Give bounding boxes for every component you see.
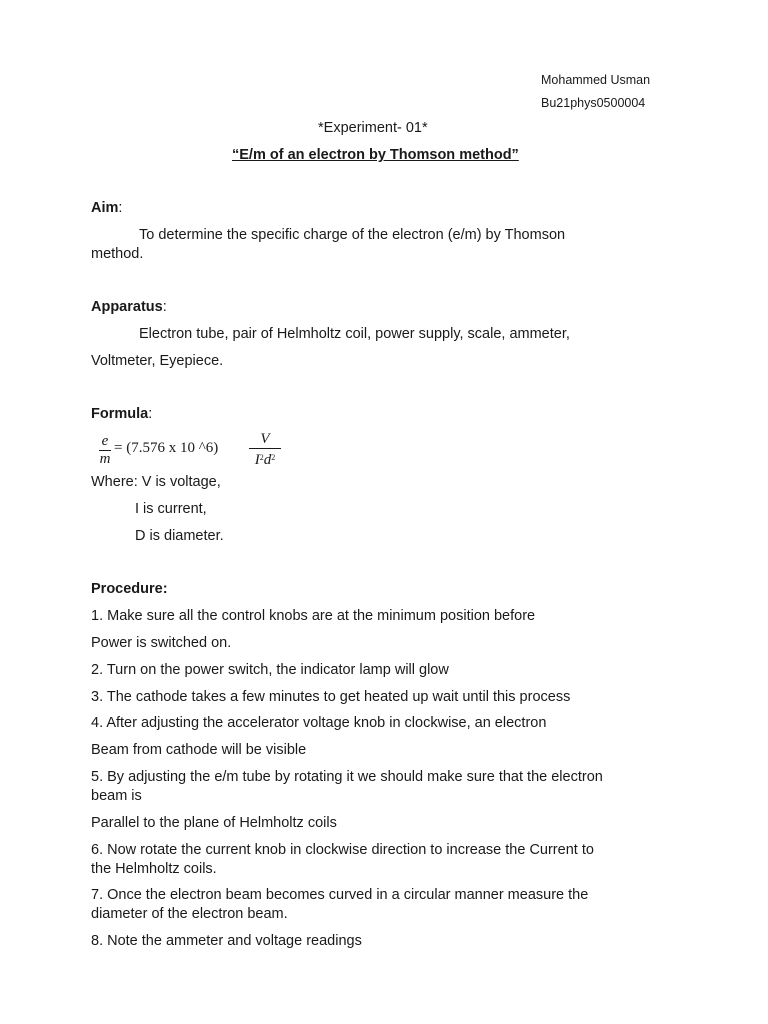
rhs-numerator: V — [260, 431, 270, 447]
procedure-heading: Procedure: — [91, 581, 168, 597]
lhs-numerator: e — [101, 433, 109, 449]
procedure-line: 8. Note the ammeter and voltage readings — [91, 933, 362, 949]
procedure-line: beam is — [91, 788, 142, 804]
apparatus-heading — [91, 298, 167, 317]
aim-colon: : — [118, 200, 123, 216]
procedure-line: Beam from cathode will be visible — [91, 742, 307, 758]
rhs-fraction-bar — [249, 448, 281, 449]
formula-label: Formula — [91, 406, 149, 422]
experiment-title: “E/m of an electron by Thomson method” — [232, 147, 519, 163]
rhs-fraction — [249, 432, 281, 468]
author-name: Mohammed Usman — [541, 73, 651, 87]
roll-number: Bu21phys0500004 — [541, 96, 646, 110]
apparatus-text-line1: Electron tube, pair of Helmholtz coil, power supply, scale, ammeter, — [139, 326, 570, 342]
procedure-line: 5. By adjusting the e/m tube by rotating it we should make sure that the electron — [91, 769, 603, 785]
aim-label: Aim — [91, 200, 119, 216]
aim-text-line2: method. — [91, 246, 144, 262]
aim-text-line1: To determine the specific charge of the electron (e/m) by Thomson — [139, 227, 566, 243]
procedure-line: Parallel to the plane of Helmholtz coils — [91, 815, 337, 831]
procedure-line: diameter of the electron beam. — [91, 906, 288, 922]
lhs-fraction — [99, 434, 111, 467]
where-line2: I is current, — [135, 501, 207, 517]
experiment-number: *Experiment- 01* — [318, 120, 428, 136]
procedure-line: 6. Now rotate the current knob in clockwise direction to increase the Current to — [91, 842, 594, 858]
procedure-line: the Helmholtz coils. — [91, 861, 217, 877]
formula-colon: : — [148, 406, 153, 422]
formula-heading — [91, 405, 152, 424]
procedure-line: 2. Turn on the power switch, the indicator lamp will glow — [91, 662, 449, 678]
apparatus-text-line2: Voltmeter, Eyepiece. — [91, 353, 224, 369]
rhs-denominator: $I^2d^2$ — [254, 452, 276, 468]
apparatus-colon: : — [162, 299, 167, 315]
procedure-line: 3. The cathode takes a few minutes to get heated up wait until this process — [91, 689, 571, 705]
procedure-line: 1. Make sure all the control knobs are at the minimum position before — [91, 608, 536, 624]
procedure-line: Power is switched on. — [91, 635, 232, 651]
where-line1: Where: V is voltage, — [91, 474, 221, 490]
apparatus-label: Apparatus — [91, 299, 163, 315]
formula-constant: = (7.576 x 10 ^6) — [114, 440, 219, 456]
procedure-line: 4. After adjusting the accelerator voltage knob in clockwise, an electron — [91, 715, 547, 731]
lhs-denominator: m — [99, 451, 111, 467]
procedure-line: 7. Once the electron beam becomes curved in a circular manner measure the — [91, 887, 589, 903]
aim-heading — [91, 199, 122, 218]
where-line3: D is diameter. — [135, 528, 224, 544]
